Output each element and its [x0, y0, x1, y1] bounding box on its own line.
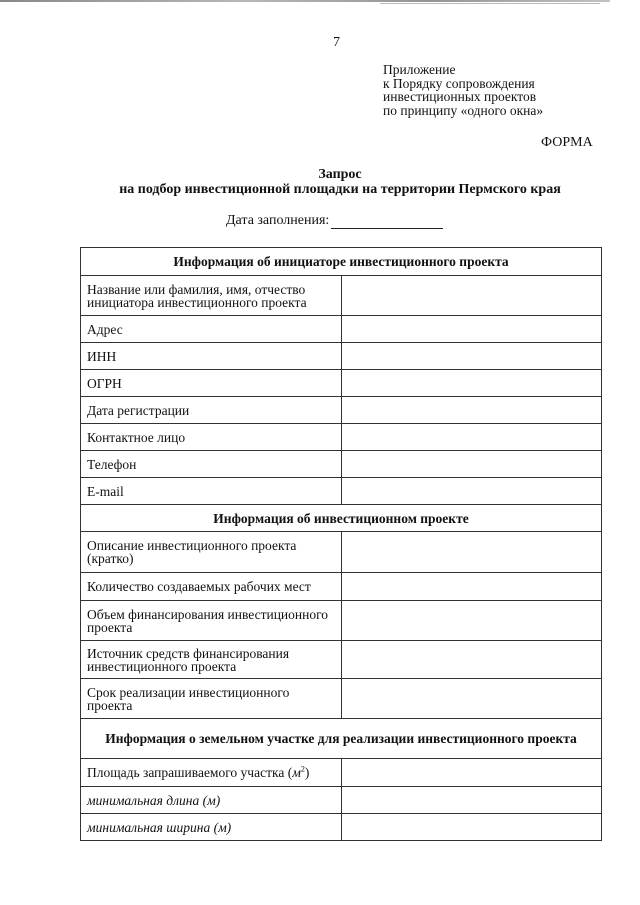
row-label-registration-date: Дата регистрации	[81, 397, 342, 424]
table-row	[81, 276, 602, 316]
row-label-address: Адрес	[81, 316, 342, 343]
fill-date-blank[interactable]	[331, 214, 443, 229]
row-label-inn: ИНН	[81, 343, 342, 370]
row-label-financing-source: Источник средств финансирования инвестиционного проекта	[81, 641, 342, 679]
page-number: 7	[333, 35, 340, 50]
value-cell-registration-date[interactable]	[341, 397, 602, 424]
scan-artifact-line-2	[380, 3, 600, 4]
value-cell-contact-person[interactable]	[341, 424, 602, 451]
table-row	[81, 451, 602, 478]
table-row	[81, 424, 602, 451]
value-cell-min-width[interactable]	[341, 814, 602, 841]
row-label-phone: Телефон	[81, 451, 342, 478]
section-header-project: Информация об инвестиционном проекте	[81, 505, 602, 532]
value-cell-initiator-name[interactable]	[341, 276, 602, 316]
request-form-table	[80, 247, 602, 841]
value-cell-implementation-period[interactable]	[341, 679, 602, 719]
value-cell-address[interactable]	[341, 316, 602, 343]
value-cell-project-description[interactable]	[341, 532, 602, 573]
plot-area-text: Площадь запрашиваемого участка (	[87, 765, 293, 780]
plot-area-unit: м	[292, 765, 301, 780]
table-row	[81, 759, 602, 787]
row-label-jobs-count: Количество создаваемых рабочих мест	[81, 573, 342, 601]
appendix-line: к Порядку сопровождения	[383, 75, 535, 91]
row-label-min-length: минимальная длина (м)	[81, 787, 342, 814]
appendix-line: Приложение	[383, 62, 456, 77]
appendix-line: инвестиционных проектов	[383, 89, 537, 104]
table-row	[81, 814, 602, 841]
value-cell-phone[interactable]	[341, 451, 602, 478]
table-row	[81, 573, 602, 601]
scan-artifact-line	[0, 0, 610, 2]
row-label-contact-person: Контактное лицо	[81, 424, 342, 451]
plot-area-close: )	[304, 765, 310, 780]
plot-area-unit-power: 2	[300, 764, 305, 774]
fill-date-label: Дата заполнения:	[226, 213, 330, 228]
section-header-row	[81, 248, 602, 276]
value-cell-financing-volume[interactable]	[341, 601, 602, 641]
fill-date	[226, 213, 443, 229]
value-cell-financing-source[interactable]	[341, 641, 602, 679]
table-row	[81, 601, 602, 641]
row-label-email: E-mail	[81, 478, 342, 505]
section-header-row	[81, 505, 602, 532]
section-header-initiator: Информация об инициаторе инвестиционного проекта	[81, 248, 602, 276]
row-label-min-width: минимальная ширина (м)	[81, 814, 342, 841]
table-row	[81, 532, 602, 573]
table-row	[81, 397, 602, 424]
value-cell-ogrn[interactable]	[341, 370, 602, 397]
row-label-implementation-period: Срок реализации инвестиционного проекта	[81, 679, 342, 719]
value-cell-min-length[interactable]	[341, 787, 602, 814]
table-row	[81, 787, 602, 814]
row-label-plot-area	[81, 759, 342, 787]
section-header-land-plot: Информация о земельном участке для реализации инвестиционного проекта	[81, 719, 602, 759]
row-label-initiator-name: Название или фамилия, имя, отчество инициатора инвестиционного проекта	[81, 276, 342, 316]
table-row	[81, 343, 602, 370]
table-row	[81, 679, 602, 719]
row-label-financing-volume: Объем финансирования инвестиционного проекта	[81, 601, 342, 641]
table-row	[81, 316, 602, 343]
title-line-1: Запрос	[318, 167, 362, 182]
document-title	[0, 167, 640, 197]
row-label-ogrn: ОГРН	[81, 370, 342, 397]
table-row	[81, 478, 602, 505]
row-label-project-description: Описание инвестиционного проекта (кратко)	[81, 532, 342, 573]
value-cell-jobs-count[interactable]	[341, 573, 602, 601]
title-line-2: на подбор инвестиционной площадки на территории Пермского края	[119, 182, 561, 197]
appendix-note	[383, 63, 543, 117]
table-row	[81, 370, 602, 397]
value-cell-email[interactable]	[341, 478, 602, 505]
table-row	[81, 641, 602, 679]
value-cell-inn[interactable]	[341, 343, 602, 370]
value-cell-plot-area[interactable]	[341, 759, 602, 787]
appendix-line: по принципу «одного окна»	[383, 102, 544, 118]
section-header-row	[81, 719, 602, 759]
form-label: ФОРМА	[541, 135, 593, 150]
